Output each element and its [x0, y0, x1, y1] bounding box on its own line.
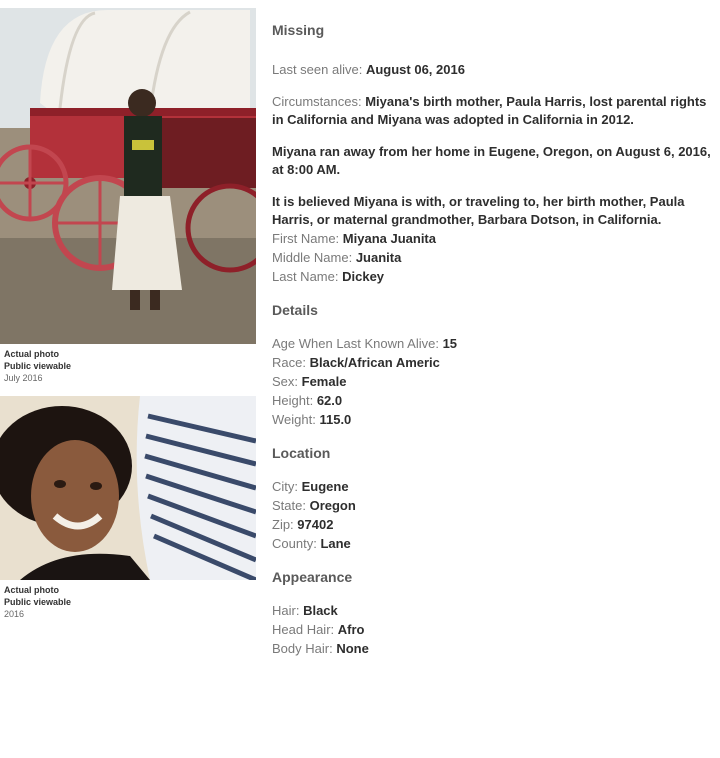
case-details [272, 22, 712, 658]
city-row [272, 477, 712, 496]
photo-wagon [0, 8, 256, 344]
race-value: Black/African Americ [309, 355, 440, 370]
zip-label: Zip: [272, 517, 294, 532]
photo-column [0, 0, 262, 758]
weight-value: 115.0 [319, 412, 352, 427]
circumstances-paragraph [272, 93, 712, 129]
height-value: 62.0 [316, 393, 343, 408]
race-label: Race: [272, 355, 306, 370]
first-name-label: First Name: [272, 231, 340, 246]
zip-row [272, 515, 712, 534]
middle-name-row [272, 248, 712, 267]
county-row [272, 534, 712, 553]
middle-name-label: Middle Name: [272, 250, 353, 265]
age-row [272, 334, 712, 353]
circumstances-text: Miyana's birth mother, Paula Harris, lost parental rights in California and Miyana was adopted in California in 2012. [272, 94, 707, 127]
section-heading-missing: Missing [272, 22, 325, 38]
photo-portrait [0, 396, 256, 580]
caption-date: July 2016 [4, 373, 43, 383]
body-hair-label: Body Hair: [272, 641, 333, 656]
last-name-value: Dickey [342, 269, 385, 284]
body-hair-row [272, 639, 712, 658]
state-value: Oregon [309, 498, 356, 513]
state-label: State: [272, 498, 306, 513]
zip-value: 97402 [297, 517, 334, 532]
caption-line: Actual photo [4, 585, 59, 595]
caption-line: Public viewable [4, 361, 72, 371]
city-label: City: [272, 479, 298, 494]
sex-row [272, 372, 712, 391]
sex-label: Sex: [272, 374, 299, 389]
first-name-value: Miyana Juanita [342, 231, 436, 246]
runaway-paragraph: Miyana ran away from her home in Eugene, Oregon, on August 6, 2016, at 8:00 AM. [272, 144, 711, 177]
last-seen-row [272, 60, 712, 79]
body-hair-value: None [336, 641, 369, 656]
sex-value: Female [301, 374, 347, 389]
county-label: County: [272, 536, 317, 551]
head-hair-value: Afro [337, 622, 365, 637]
believed-paragraph: It is believed Miyana is with, or traveling to, her birth mother, Paula Harris, or maternal grandmother, Barbara Dotson, in California. [272, 194, 685, 227]
head-hair-label: Head Hair: [272, 622, 335, 637]
first-name-row [272, 229, 712, 248]
photo-caption [4, 348, 71, 384]
age-value: 15 [442, 336, 458, 351]
photo-caption [4, 584, 71, 620]
section-heading-location: Location [272, 445, 331, 461]
circumstances-label: Circumstances: [272, 94, 362, 109]
caption-line: Public viewable [4, 597, 72, 607]
city-value: Eugene [301, 479, 349, 494]
last-seen-value: August 06, 2016 [365, 62, 465, 77]
last-name-label: Last Name: [272, 269, 339, 284]
height-row [272, 391, 712, 410]
caption-date: 2016 [4, 609, 25, 619]
section-heading-appearance: Appearance [272, 569, 353, 585]
state-row [272, 496, 712, 515]
county-value: Lane [320, 536, 351, 551]
middle-name-value: Juanita [355, 250, 402, 265]
weight-row [272, 410, 712, 429]
last-seen-label: Last seen alive: [272, 62, 363, 77]
section-heading-details: Details [272, 302, 318, 318]
weight-label: Weight: [272, 412, 316, 427]
race-row [272, 353, 712, 372]
height-label: Height: [272, 393, 314, 408]
hair-value: Black [303, 603, 338, 618]
last-name-row [272, 267, 712, 286]
hair-label: Hair: [272, 603, 300, 618]
hair-row [272, 601, 712, 620]
caption-line: Actual photo [4, 349, 59, 359]
age-label: Age When Last Known Alive: [272, 336, 439, 351]
head-hair-row [272, 620, 712, 639]
